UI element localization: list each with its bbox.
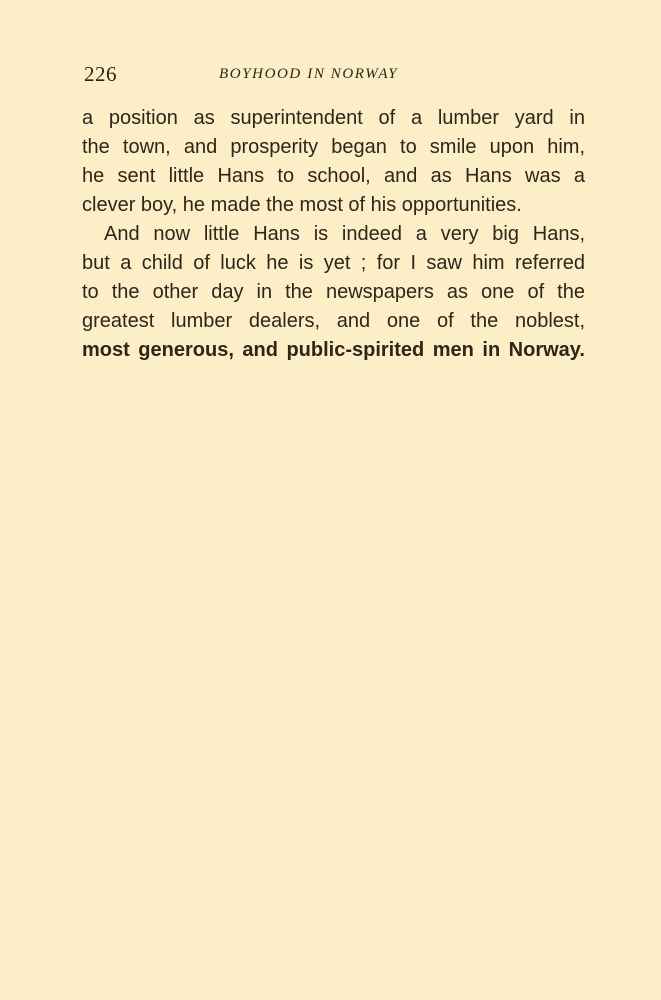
text-line: to the other day in the newspapers as one of the [82,281,585,303]
text-line: clever boy, he made the most of his opportunities. [82,194,522,216]
text-line: but a child of luck he is yet ; for I saw him referred [82,252,585,274]
text-line: he sent little Hans to school, and as Hans was a [82,165,585,187]
book-title: BOYHOOD IN NORWAY [219,66,399,82]
paragraph-1 [82,104,585,220]
body-text [82,104,585,365]
page-number: 226 [84,62,117,86]
text-line: the town, and prosperity began to smile upon him, [82,136,585,158]
paragraph-2 [82,220,585,365]
running-head [84,62,584,88]
text-line: And now little Hans is indeed a very big Hans, [104,223,585,245]
text-line: a position as superintendent of a lumber yard in [82,107,585,129]
text-line: greatest lumber dealers, and one of the noblest, [82,310,585,332]
text-line: most generous, and public-spirited men in Norway. [82,339,585,361]
